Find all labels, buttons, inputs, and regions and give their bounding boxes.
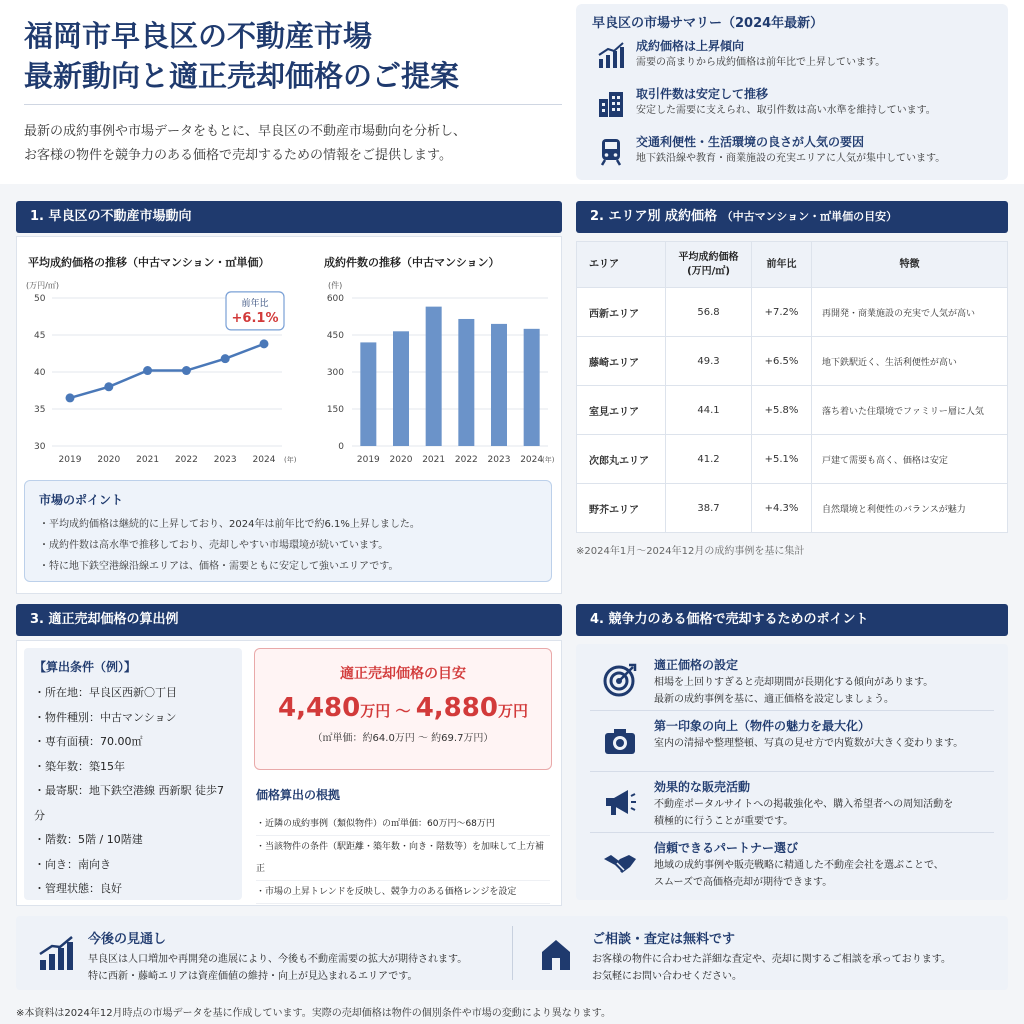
condition-item: ・管理状態：良好 xyxy=(34,882,122,895)
area-yoy: +7.2% xyxy=(752,288,812,337)
y-tick-label: 600 xyxy=(326,294,344,304)
area-yoy: +5.1% xyxy=(752,435,812,484)
divider xyxy=(24,104,562,105)
intro-line: 最新の成約事例や市場データをもとに、早良区の不動産市場動向を分析し、 xyxy=(24,124,467,139)
x-tick-label: 2020 xyxy=(97,455,121,465)
target-separator: 〜 xyxy=(390,702,416,720)
area-name: 野芥エリア xyxy=(577,484,666,533)
target-low: 4,480 xyxy=(278,693,361,723)
x-tick-label: 2021 xyxy=(422,455,446,465)
point-item: ・成約件数は高水準で推移しており、売却しやすい市場環境が続いています。 xyxy=(39,540,389,551)
summary-item xyxy=(592,37,992,85)
point-item: ・平均成約価格は継続的に上昇しており、2024年は前年比で約6.1%上昇しました。 xyxy=(39,519,420,530)
x-tick-label: 2021 xyxy=(136,455,160,465)
bar xyxy=(524,329,540,446)
summary-desc: 需要の高まりから成約価格は前年比で上昇しています。 xyxy=(636,57,886,68)
area-price: 41.2 xyxy=(666,435,752,484)
col-feature: 特徴 xyxy=(812,242,1008,288)
count-chart-title: 成約件数の推移（中古マンション） xyxy=(324,256,500,269)
tip-heading: 効果的な販売活動 xyxy=(654,780,751,794)
x-axis-unit: (年) xyxy=(284,456,297,464)
x-axis-unit: (年) xyxy=(542,456,555,464)
target-icon xyxy=(602,662,638,698)
tip-desc: 地域の成約事例や販売戦略に精通した不動産会社を選ぶことで、 xyxy=(654,860,944,871)
basis-item: ・近隣の成約事例（類似物件）の㎡単価：60万円〜68万円 xyxy=(256,813,550,836)
area-name: 室見エリア xyxy=(577,386,666,435)
area-feature: 落ち着いた住環境でファミリー層に人気 xyxy=(812,386,1008,435)
col-area: エリア xyxy=(577,242,666,288)
data-point xyxy=(104,382,113,391)
title-line-2: 最新動向と適正売却価格のご提案 xyxy=(24,59,460,93)
intro-text xyxy=(24,120,564,168)
area-feature: 戸建て需要も高く、価格は安定 xyxy=(812,435,1008,484)
consult-block xyxy=(592,928,1004,985)
points-title: 市場のポイント xyxy=(39,493,124,507)
outlook-title: 今後の見通し xyxy=(88,932,167,947)
tip-item xyxy=(590,772,994,833)
x-tick-label: 2020 xyxy=(389,455,413,465)
footer-box xyxy=(16,916,1008,990)
x-tick-label: 2024 xyxy=(252,455,276,465)
outlook-text: 特に西新・藤崎エリアは資産価値の維持・向上が見込まれるエリアです。 xyxy=(88,971,418,982)
count-chart-ylabel: (件) xyxy=(328,281,343,290)
area-name: 西新エリア xyxy=(577,288,666,337)
price-basis xyxy=(254,786,552,900)
tip-heading: 適正価格の設定 xyxy=(654,658,739,672)
col-yoy: 前年比 xyxy=(752,242,812,288)
bar xyxy=(360,342,376,446)
area-yoy: +4.3% xyxy=(752,484,812,533)
data-point xyxy=(143,366,152,375)
x-tick-label: 2023 xyxy=(213,455,237,465)
table-row xyxy=(577,386,1008,435)
basis-title: 価格算出の根拠 xyxy=(256,788,341,802)
target-price-value xyxy=(255,693,551,723)
annotation-value: +6.1% xyxy=(231,310,279,326)
data-point xyxy=(260,339,269,348)
section2-header xyxy=(576,201,1008,233)
x-tick-label: 2022 xyxy=(454,455,478,465)
annotation-label: 前年比 xyxy=(241,298,269,309)
price-chart-title: 平均成約価格の推移（中古マンション・㎡単価） xyxy=(28,256,270,269)
buildings-icon xyxy=(596,89,626,119)
col-price xyxy=(666,242,752,288)
selling-tips xyxy=(576,644,1008,900)
target-unit: 万円 xyxy=(497,702,528,720)
basis-item: ・市場の上昇トレンドを反映し、競争力のある価格レンジを設定 xyxy=(256,881,550,904)
section4-header: 4. 競争力のある価格で売却するためのポイント xyxy=(576,604,1008,636)
table-note: ※2024年1月〜2024年12月の成約事例を基に集計 xyxy=(576,546,805,557)
summary-heading: 交通利便性・生活環境の良さが人気の要因 xyxy=(636,135,865,149)
tip-desc: 相場を上回りすぎると売却期間が長期化する傾向があります。 xyxy=(654,677,934,688)
table-header-row xyxy=(577,242,1008,288)
section3-header: 3. 適正売却価格の算出例 xyxy=(16,604,562,636)
count-bar-chart xyxy=(316,288,556,466)
tip-desc: スムーズで高価格売却が期待できます。 xyxy=(654,877,833,888)
area-feature: 地下鉄駅近く、生活利便性が高い xyxy=(812,337,1008,386)
outlook-text: 早良区は人口増加や再開発の進展により、今後も不動産需要の拡大が期待されます。 xyxy=(88,954,468,965)
condition-item: ・専有面積：70.00㎡ xyxy=(34,735,143,748)
train-icon xyxy=(596,137,626,167)
disclaimer: ※本資料は2024年12月時点の市場データを基に作成しています。実際の売却価格は物件の個別条件や市場の変動により異なります。 xyxy=(16,1008,611,1019)
summary-desc: 安定した需要に支えられ、取引件数は高い水準を維持しています。 xyxy=(636,105,936,116)
point-item: ・特に地下鉄空港線沿線エリアは、価格・需要ともに安定して強いエリアです。 xyxy=(39,561,399,572)
page-title xyxy=(24,16,564,96)
area-name: 次郎丸エリア xyxy=(577,435,666,484)
summary-title: 早良区の市場サマリー（2024年最新） xyxy=(592,16,824,31)
target-price-label: 適正売却価格の目安 xyxy=(340,666,466,682)
target-high: 4,880 xyxy=(415,693,498,723)
section2-heading-small: （中古マンション・㎡単価の目安） xyxy=(721,210,898,223)
handshake-icon xyxy=(602,845,638,881)
summary-desc: 地下鉄沿線や教育・商業施設の充実エリアに人気が集中しています。 xyxy=(636,153,946,164)
count-chart xyxy=(316,244,556,466)
table-row xyxy=(577,288,1008,337)
megaphone-icon xyxy=(602,784,638,820)
section2-heading: 2. エリア別 成約価格 xyxy=(590,209,718,224)
x-tick-label: 2022 xyxy=(174,455,198,465)
summary-item xyxy=(592,133,992,181)
y-tick-label: 45 xyxy=(34,331,46,341)
section1-header: 1. 早良区の不動産市場動向 xyxy=(16,201,562,233)
area-price: 38.7 xyxy=(666,484,752,533)
tip-heading: 信頼できるパートナー選び xyxy=(654,841,799,855)
area-feature: 自然環境と利便性のバランスが魅力 xyxy=(812,484,1008,533)
consult-title: ご相談・査定は無料です xyxy=(592,932,736,947)
camera-icon xyxy=(602,723,638,759)
data-point xyxy=(66,393,75,402)
rising-chart-icon xyxy=(596,41,626,71)
summary-heading: 取引件数は安定して推移 xyxy=(636,87,769,101)
y-tick-label: 300 xyxy=(326,368,344,378)
condition-item: ・所在地：早良区西新〇丁目 xyxy=(34,686,177,699)
x-tick-label: 2023 xyxy=(487,455,511,465)
tip-desc: 室内の清掃や整理整頓、写真の見せ方で内覧数が大きく変わります。 xyxy=(654,738,964,749)
area-price: 56.8 xyxy=(666,288,752,337)
target-price-box xyxy=(254,648,552,770)
summary-heading: 成約価格は上昇傾向 xyxy=(636,39,745,53)
market-points xyxy=(24,480,552,582)
bar xyxy=(491,324,507,446)
data-point xyxy=(221,354,230,363)
basis-item: ・当該物件の条件（駅距離・築年数・向き・階数等）を加味して上方補正 xyxy=(256,836,550,881)
target-unit: 万円 xyxy=(360,702,391,720)
condition-item: ・向き：南向き xyxy=(34,857,111,871)
bar xyxy=(458,319,474,446)
tip-heading: 第一印象の向上（物件の魅力を最大化） xyxy=(654,719,871,733)
y-tick-label: 50 xyxy=(34,294,46,304)
consult-text: お客様の物件に合わせた詳細な査定や、売却に関するご相談を承っております。 xyxy=(592,954,951,965)
x-tick-label: 2019 xyxy=(58,455,82,465)
x-tick-label: 2024 xyxy=(520,455,544,465)
summary-item xyxy=(592,85,992,133)
consult-text: お気軽にお問い合わせください。 xyxy=(592,971,742,982)
condition-item: ・築年数：築15年 xyxy=(34,759,125,773)
col-price-unit: (万円/㎡) xyxy=(687,265,730,277)
col-price-label: 平均成約価格 xyxy=(678,251,739,263)
house-icon xyxy=(536,934,576,974)
x-tick-label: 2019 xyxy=(356,455,380,465)
y-tick-label: 40 xyxy=(34,368,46,378)
tip-desc: 不動産ポータルサイトへの掲載強化や、購入希望者への周知活動を xyxy=(654,799,954,810)
calc-conditions xyxy=(24,648,242,900)
tip-item xyxy=(590,650,994,711)
y-tick-label: 35 xyxy=(34,405,46,415)
y-tick-label: 450 xyxy=(326,331,344,341)
table-row xyxy=(577,337,1008,386)
price-line-chart xyxy=(24,288,302,466)
y-tick-label: 150 xyxy=(326,405,344,415)
data-point xyxy=(182,366,191,375)
condition-item: ・最寄駅：地下鉄空港線 西新駅 徒歩7分 xyxy=(34,784,224,822)
condition-item: ・物件種別：中古マンション xyxy=(34,710,177,724)
y-tick-label: 0 xyxy=(338,442,344,452)
area-yoy: +6.5% xyxy=(752,337,812,386)
outlook-block xyxy=(88,928,508,985)
title-line-1: 福岡市早良区の不動産市場 xyxy=(24,19,373,53)
footer-divider xyxy=(512,926,513,980)
tip-item xyxy=(590,711,994,772)
area-yoy: +5.8% xyxy=(752,386,812,435)
conditions-title: 【算出条件（例）】 xyxy=(34,660,137,674)
tip-item xyxy=(590,833,994,894)
growth-chart-icon xyxy=(36,934,76,974)
area-price: 49.3 xyxy=(666,337,752,386)
area-name: 藤崎エリア xyxy=(577,337,666,386)
bar xyxy=(426,307,442,446)
area-feature: 再開発・商業施設の充実で人気が高い xyxy=(812,288,1008,337)
area-price-table xyxy=(576,241,1008,533)
tip-desc: 積極的に行うことが重要です。 xyxy=(654,816,794,827)
area-price: 44.1 xyxy=(666,386,752,435)
table-row xyxy=(577,484,1008,533)
price-line xyxy=(70,344,264,398)
bar xyxy=(393,331,409,446)
target-unit-price: （㎡単価：約64.0万円 〜 約69.7万円） xyxy=(312,733,494,744)
tip-desc: 最新の成約事例を基に、適正価格を設定しましょう。 xyxy=(654,694,894,705)
condition-item: ・階数：5階 / 10階建 xyxy=(34,833,143,846)
y-tick-label: 30 xyxy=(34,442,46,452)
table-row xyxy=(577,435,1008,484)
price-chart xyxy=(24,244,302,466)
market-summary xyxy=(576,4,1008,180)
price-chart-ylabel: (万円/㎡) xyxy=(26,281,59,290)
intro-line: お客様の物件を競争力のある価格で売却するための情報をご提供します。 xyxy=(24,148,452,163)
